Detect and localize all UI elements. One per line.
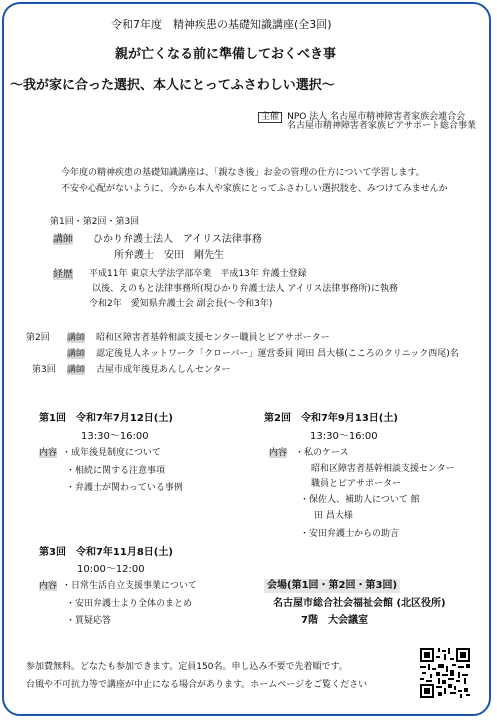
footer-line-1: 参加費無料。どなたも参加できます。定員150名。申し込み不要で先着順です。 — [26, 662, 348, 672]
session1-heading: 第1回 令和7年7月12日(土) — [39, 413, 173, 424]
organizer-name: NPO 法人 名古屋市精神障害者家族会連合会 — [287, 112, 466, 122]
session2-content-label: 内容 — [269, 448, 288, 458]
s2-lecturer-label-2: 講師 — [67, 349, 86, 359]
session2-item-1: ・私のケース — [295, 448, 349, 458]
qr-code-icon[interactable] — [420, 648, 470, 698]
lecturer-sessions-label: 第1回・第2回・第3回 — [50, 217, 140, 227]
footer-line-2: 台風や不可抗力等で講座が中止になる場合があります。ホームページをご覧ください — [26, 680, 368, 690]
career-line-2: 以後、えのもと法律事務所(現ひかり弁護士法人 アイリス法律事務所)に執務 — [92, 284, 398, 294]
s3-lecturer-session: 第3回 — [32, 365, 56, 375]
session2-item-2: 昭和区障害者基幹相談支援センター — [311, 464, 455, 474]
session3-heading: 第3回 令和7年11月8日(土) — [39, 547, 173, 558]
session2-item-3: 職員とピアサポーター — [311, 479, 402, 489]
session2-item-4: ・保佐人、補助人について 館 — [300, 495, 420, 505]
career-label: 経歴 — [53, 269, 73, 280]
session3-content-label: 内容 — [39, 581, 58, 591]
s2-lecturer-line-2: 認定後見人ネットワーク「クローバー」運営委員 岡田 昌大様(こころのクリニック西尾)名 — [96, 349, 459, 359]
flyer-frame — [2, 2, 491, 716]
intro-line-1: 今年度の精神疾患の基礎知識講座は、「親なき後」お金の管理の仕方について学習します。 — [61, 168, 425, 178]
subtitle: 〜我が家に合った選択、本人にとってふさわしい選択〜 — [10, 78, 335, 93]
session2-time: 13:30〜16:00 — [310, 431, 378, 442]
session1-content-label: 内容 — [39, 448, 58, 458]
venue-name: 名古屋市総合社会福祉会館 (北区役所) — [273, 598, 446, 609]
career-line-3: 令和2年 愛知県弁護士会 副会長(〜令和3年) — [89, 299, 273, 309]
session3-item-3: ・質疑応答 — [66, 616, 112, 626]
organizer-project: 名古屋市精神障害者家族ピアサポート総合事業 — [287, 121, 477, 131]
session3-item-1: ・日常生活自立支援事業について — [62, 581, 197, 591]
s3-lecturer-line: 古屋市成年後見あんしんセンター — [96, 365, 231, 375]
session2-item-5: 田 昌大様 — [314, 511, 353, 521]
organizer-label: 主催 — [258, 112, 282, 123]
venue-room: 7階 大会議室 — [301, 615, 368, 626]
career-line-1: 平成11年 東京大学法学部卒業 平成13年 弁護士登録 — [89, 269, 307, 279]
s2-lecturer-session: 第2回 — [26, 333, 50, 343]
intro-line-2: 不安や心配がないように、今から本人や家族にとってふさわしい選択肢を、みつけてみませんか — [61, 184, 448, 194]
session3-item-2: ・安田弁護士より全体のまとめ — [66, 599, 193, 609]
session1-time: 13:30〜16:00 — [81, 431, 149, 442]
session2-item-6: ・安田弁護士からの助言 — [300, 529, 400, 539]
venue-label: 会場(第1回・第2回・第3回) — [264, 579, 400, 593]
s2-lecturer-label: 講師 — [67, 333, 86, 343]
session1-item-3: ・弁護士が関わっている事例 — [66, 483, 183, 493]
lecturer-name-2: 所弁護士 安田 剛先生 — [114, 250, 224, 261]
session1-item-1: ・成年後見制度について — [62, 448, 161, 458]
series-title: 令和7年度 精神疾患の基礎知識講座(全3回) — [111, 18, 332, 31]
s3-lecturer-label: 講師 — [67, 365, 86, 375]
lecturer-label: 講師 — [53, 234, 73, 245]
s2-lecturer-line-1: 昭和区障害者基幹相談支援センター職員とピアサポーター — [96, 333, 330, 343]
session1-item-2: ・相続に関する注意事項 — [66, 466, 166, 476]
main-title: 親が亡くなる前に準備しておくべき事 — [115, 47, 337, 62]
session3-time: 10:00〜12:00 — [77, 564, 145, 575]
lecturer-name-1: ひかり弁護士法人 アイリス法律事務 — [93, 234, 262, 245]
session2-heading: 第2回 令和7年9月13日(土) — [264, 413, 398, 424]
